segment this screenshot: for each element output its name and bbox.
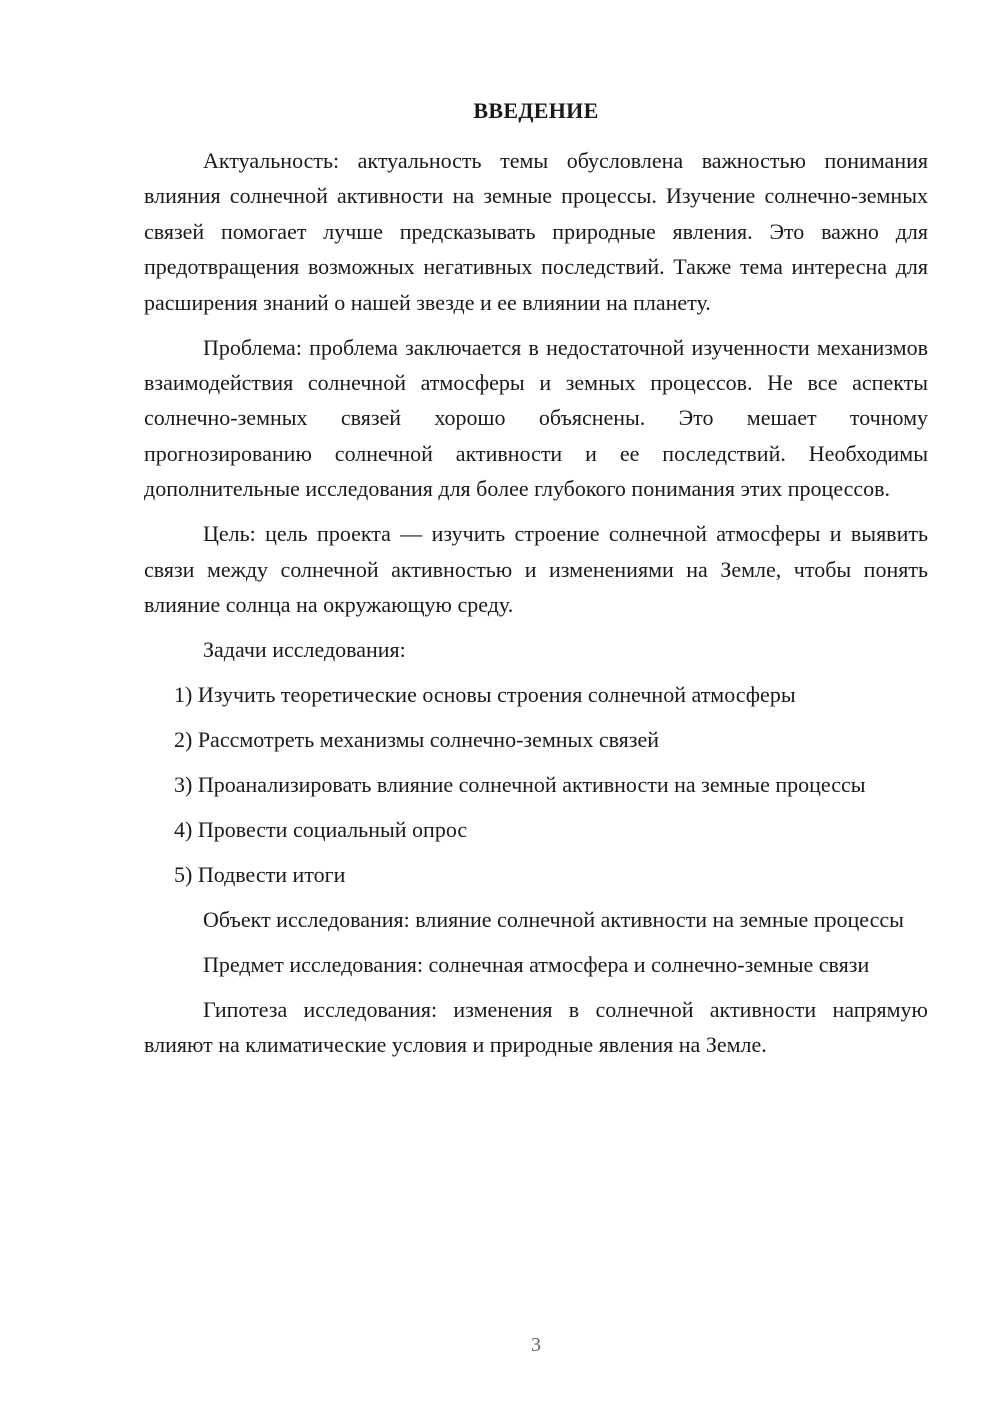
task-item: 3) Проанализировать влияние солнечной активности на земные процессы bbox=[174, 772, 866, 798]
task-item: 1) Изучить теоретические основы строения солнечной атмосферы bbox=[174, 682, 796, 708]
paragraph-hypothesis: Гипотеза исследования: изменения в солнечной активности напрямую влияют на климатические условия и природные явления на Земле. bbox=[144, 997, 928, 1058]
paragraph-object: Объект исследования: влияние солнечной активности на земные процессы bbox=[203, 907, 904, 933]
page-number: 3 bbox=[531, 1334, 541, 1356]
paragraph-goal: Цель: цель проекта — изучить строение солнечной атмосферы и выявить связи между солнечной активностью и изменениями на Земле, чтобы понять влияние солнца на окружающую среду. bbox=[144, 521, 928, 618]
task-item: 5) Подвести итоги bbox=[174, 862, 346, 888]
task-item: 4) Провести социальный опрос bbox=[174, 817, 468, 843]
paragraph-subject: Предмет исследования: солнечная атмосфера и солнечно-земные связи bbox=[203, 952, 870, 978]
paragraph-relevance: Актуальность: актуальность темы обусловлена важностью понимания влияния солнечной активности на земные процессы. Изучение солнечно-земных связей помогает лучше предсказывать природные явления. Это важно для предотвращения возможных негативных последствий. Также тема интересна для расширения знаний о нашей звезде и ее влиянии на планету. bbox=[144, 148, 928, 315]
paragraph-problem: Проблема: проблема заключается в недостаточной изученности механизмов взаимодействия солнечной атмосферы и земных процессов. Не все аспекты солнечно-земных связей хорошо объяснены. Это мешает точному прогнозированию солнечной активности и ее последствий. Необходимы дополнительные исследования для более глубокого понимания этих процессов. bbox=[144, 334, 928, 502]
document-body bbox=[144, 143, 928, 1072]
paragraph-tasks-heading: Задачи исследования: bbox=[203, 637, 406, 663]
page-title: ВВЕДЕНИЕ bbox=[473, 98, 599, 123]
task-item: 2) Рассмотреть механизмы солнечно-земных связей bbox=[174, 727, 660, 753]
